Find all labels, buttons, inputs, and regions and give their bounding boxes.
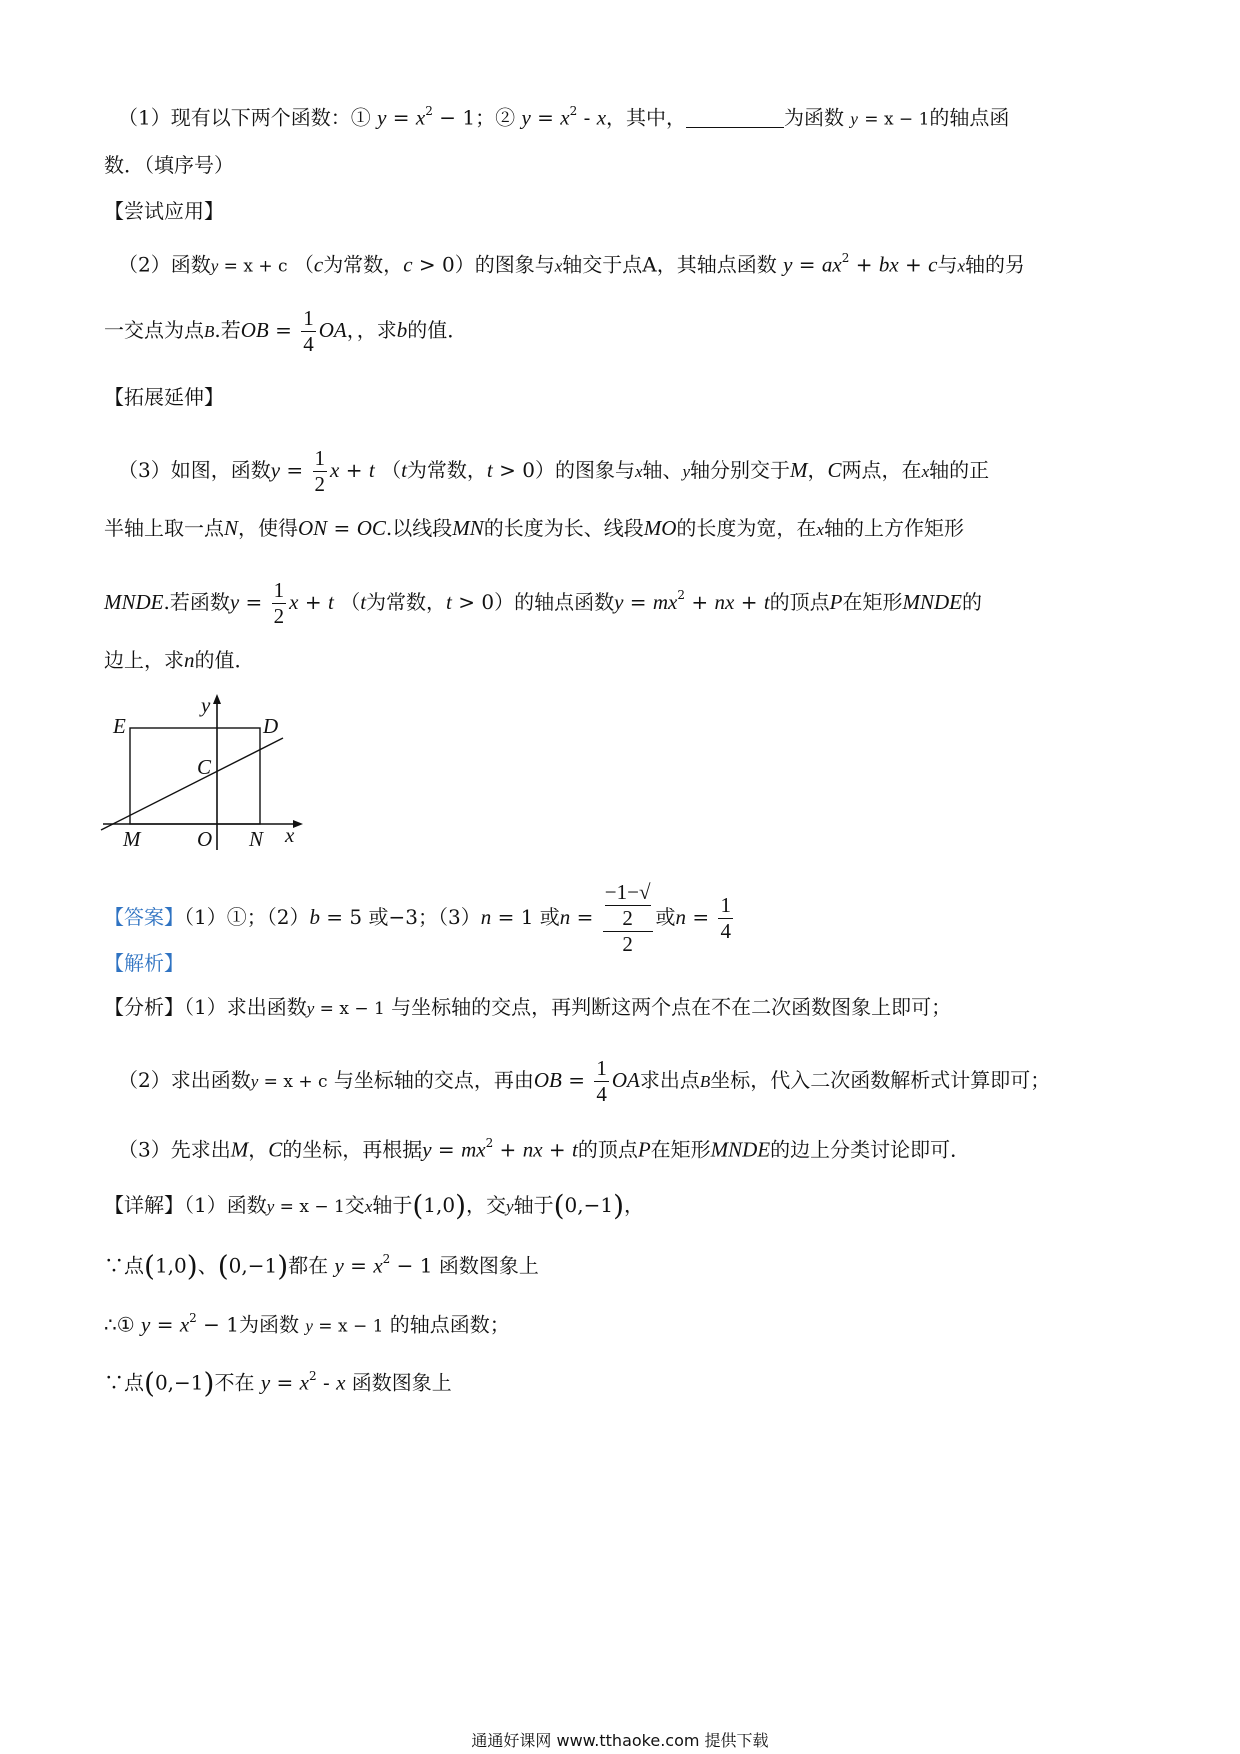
detail-line-4: ∵点(0,−1)不在 $y = x^2 - x$ 函数图象上 [104,1366,452,1400]
section-heading-extend: 【拓展延伸】 [104,385,224,409]
section-heading-try: 【尝试应用】 [104,199,224,223]
q3-line-4: 边上，求n的值． [104,648,255,672]
page-footer: 通通好课网 www.tthaoke.com 提供下载 [471,1731,769,1750]
label-E: E [113,714,126,738]
q2-line-2: 一交点为点B.若OB = $\frac{1}{4}$ OA，，求b的值． [104,306,468,356]
jiexi-heading: 【解析】 [104,951,184,975]
label-O: O [197,827,213,851]
answer-line: 【答案】（1）①；（2）b = 5 或−3；（3）n = 1 或n = −1−√ 2 2 或n = $\frac{1}{4}$ [104,880,731,956]
y-axis-arrow [213,694,221,704]
answer-blank[interactable] [686,107,784,128]
detail-line-1: 【详解】（1）函数y = x − 1交x轴于(1,0)，交y轴于(0,−1)， [104,1189,645,1222]
coordinate-figure [95,690,355,860]
detail-line-2: ∵点(1,0)、(0,−1)都在 $y = x^2 - 1$ 函数图象上 [104,1249,539,1283]
analysis-line-2: （2）求出函数y = x + c 与坐标轴的交点，再由OB = $\frac{1}{4}$ OA求出点B坐标，代入二次函数解析式计算即可； [118,1056,1051,1106]
analysis-line-1: 【分析】（1）求出函数y = x − 1 与坐标轴的交点，再判断这两个点在不在二次函数图象上即可； [104,995,952,1019]
q1-line: （1）现有以下两个函数：① $y = x^2 - 1$；② $y = x^2 - x$，其中， 为函数 y = x − 1的轴点函 [118,104,1010,130]
q3-line-2: 半轴上取一点N，使得ON = OC.以线段MN的长度为长、线段MO的长度为宽，在x轴的上方作矩形 [104,516,964,540]
label-y: y [201,693,211,717]
analysis-line-3: （3）先求出M，C的坐标，再根据$y = mx^2$ + nx + t的顶点P在矩形MNDE的边上分类讨论即可． [118,1136,971,1162]
q3-line-3: MNDE.若函数y = $\frac{1}{2}$ x + t （t为常数，t > 0）的轴点函数$y = mx^2$ + nx + t的顶点P在矩形MNDE的 [104,578,982,628]
q3-line: （3）如图，函数y = $\frac{1}{2}$ x + t （t为常数，t > 0）的图象与x轴、y轴分别交于M，C两点，在x轴的正 [118,446,990,496]
line-MC [101,738,283,830]
label-C: C [197,755,212,779]
label-N: N [249,827,264,851]
q2-line: （2）函数y = x + c （c为常数，c > 0）的图象与x轴交于点A，其轴点函数 $y = ax^2$ + bx + c与x轴的另 [118,251,1026,277]
label-D: D [263,714,279,738]
rectangle-MNDE [130,728,260,824]
label-M: M [123,827,141,851]
detail-line-3: ∴① $y = x^2 - 1$为函数 y = x − 1 的轴点函数； [104,1311,510,1337]
label-x: x [285,823,295,847]
x-axis-arrow [293,820,303,828]
q1-line-2: 数．（填序号） [104,153,234,177]
